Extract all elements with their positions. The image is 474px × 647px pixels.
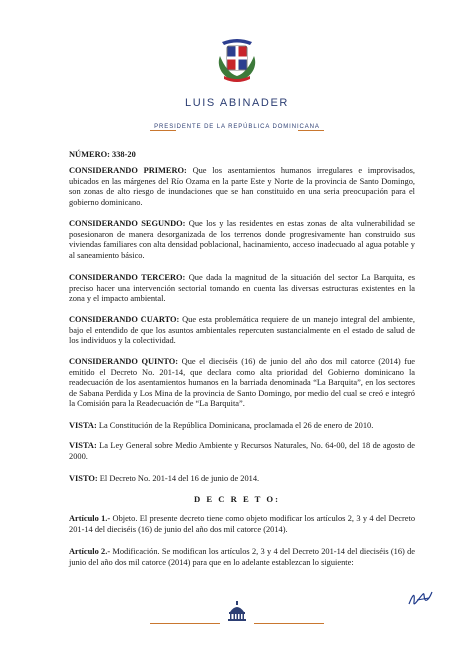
considerando-text: Que el dieciséis (16) de junio del año dos mil catorce (2014) fue emitido el Decreto No. 201-14, que declara como alta prioridad del Gobierno dominicano la readecuación de los asentamientos humanos en la barriada denominada “La Barquita”, en los sectores de Sabana Perdida y Los Mina de la provincia de Santo Domingo, por medio del cual se creó e integró la Comisión para la Readecuación de “La Barquita”. [69,357,415,408]
vista-2 [69,441,415,462]
considerando-2 [69,219,415,261]
visto-1 [69,474,415,485]
considerando-label: CONSIDERANDO CUARTO: [69,315,180,324]
considerando-text: Que los asentamientos humanos irregulares e improvisados, ubicados en las márgenes del Río Ozama en la parte Este y Norte de la provincia de Santo Domingo, son zonas de alto riesgo de inundaciones que se han constituido en una seria preocupación para el gobierno dominicano. [69,166,415,207]
articulo-text: Modificación. Se modifican los artículos 2, 3 y 4 del Decreto 201-14 del dieciséis (16) de junio del año dos mil catorce (2014) para que en lo adelante establezcan lo siguiente: [69,547,415,567]
president-title: PRESIDENTE DE LA REPÚBLICA DOMINICANA [154,124,320,130]
vista-text: El Decreto No. 201-14 del 16 de junio de 2014. [97,474,260,483]
vista-label: VISTO: [69,474,98,483]
footer-rule-right [254,623,324,624]
vista-1 [69,421,415,432]
decreto-heading: D E C R E T O: [194,494,280,504]
considerando-4 [69,315,415,347]
considerando-text: Que dada la magnitud de la situación del sector La Barquita, es preciso hacer una intervención sectorial tomando en cuenta las diversas estructuras existentes en la zona y el impacto ambiental. [69,273,415,303]
considerando-5 [69,357,415,410]
considerando-text: Que los y las residentes en estas zonas de alta vulnerabilidad se posesionaron de manera desorganizada de los terrenos donde progresivamente han construido sus viviendas familiares con alta densidad poblacional, hacinamiento, acceso inadecuado al agua potable y al saneamiento básico. [69,219,415,260]
articulo-1 [69,514,415,535]
considerando-text: Que esta problemática requiere de un manejo integral del ambiente, bajo el entendido de que los asuntos ambientales repercuten sustancialmente en el estado de salud de los individuos y la colectividad. [69,315,415,345]
considerando-3 [69,273,415,305]
header-rule-left [150,130,176,131]
vista-text: La Ley General sobre Medio Ambiente y Recursos Naturales, No. 64-00, del 18 de agosto de 2000. [69,441,415,461]
considerando-1 [69,166,415,208]
vista-label: VISTA: [69,421,97,430]
coat-of-arms-icon [214,36,260,84]
considerando-label: CONSIDERANDO TERCERO: [69,273,186,282]
considerando-label: CONSIDERANDO QUINTO: [69,357,179,366]
president-name: LUIS ABINADER [185,97,289,109]
articulo-label: Artículo 2.- [69,547,111,556]
considerando-label: CONSIDERANDO SEGUNDO: [69,219,186,228]
footer-rule-left [150,623,220,624]
articulo-label: Artículo 1.- [69,514,111,523]
articulo-text: Objeto. El presente decreto tiene como objeto modificar los artículos 2, 3 y 4 del Decreto 201-14 del dieciséis (16) de junio del año dos mil catorce (2014). [69,514,416,534]
signature-mark [405,588,435,610]
vista-text: La Constitución de la República Dominicana, proclamada el 26 de enero de 2010. [96,421,374,430]
considerando-label: CONSIDERANDO PRIMERO: [69,166,187,175]
header-rule-right [298,130,324,131]
vista-label: VISTA: [69,441,97,450]
decree-number: NÚMERO: 338-20 [69,150,136,159]
articulo-2 [69,547,415,568]
palace-emblem-icon [226,600,248,622]
